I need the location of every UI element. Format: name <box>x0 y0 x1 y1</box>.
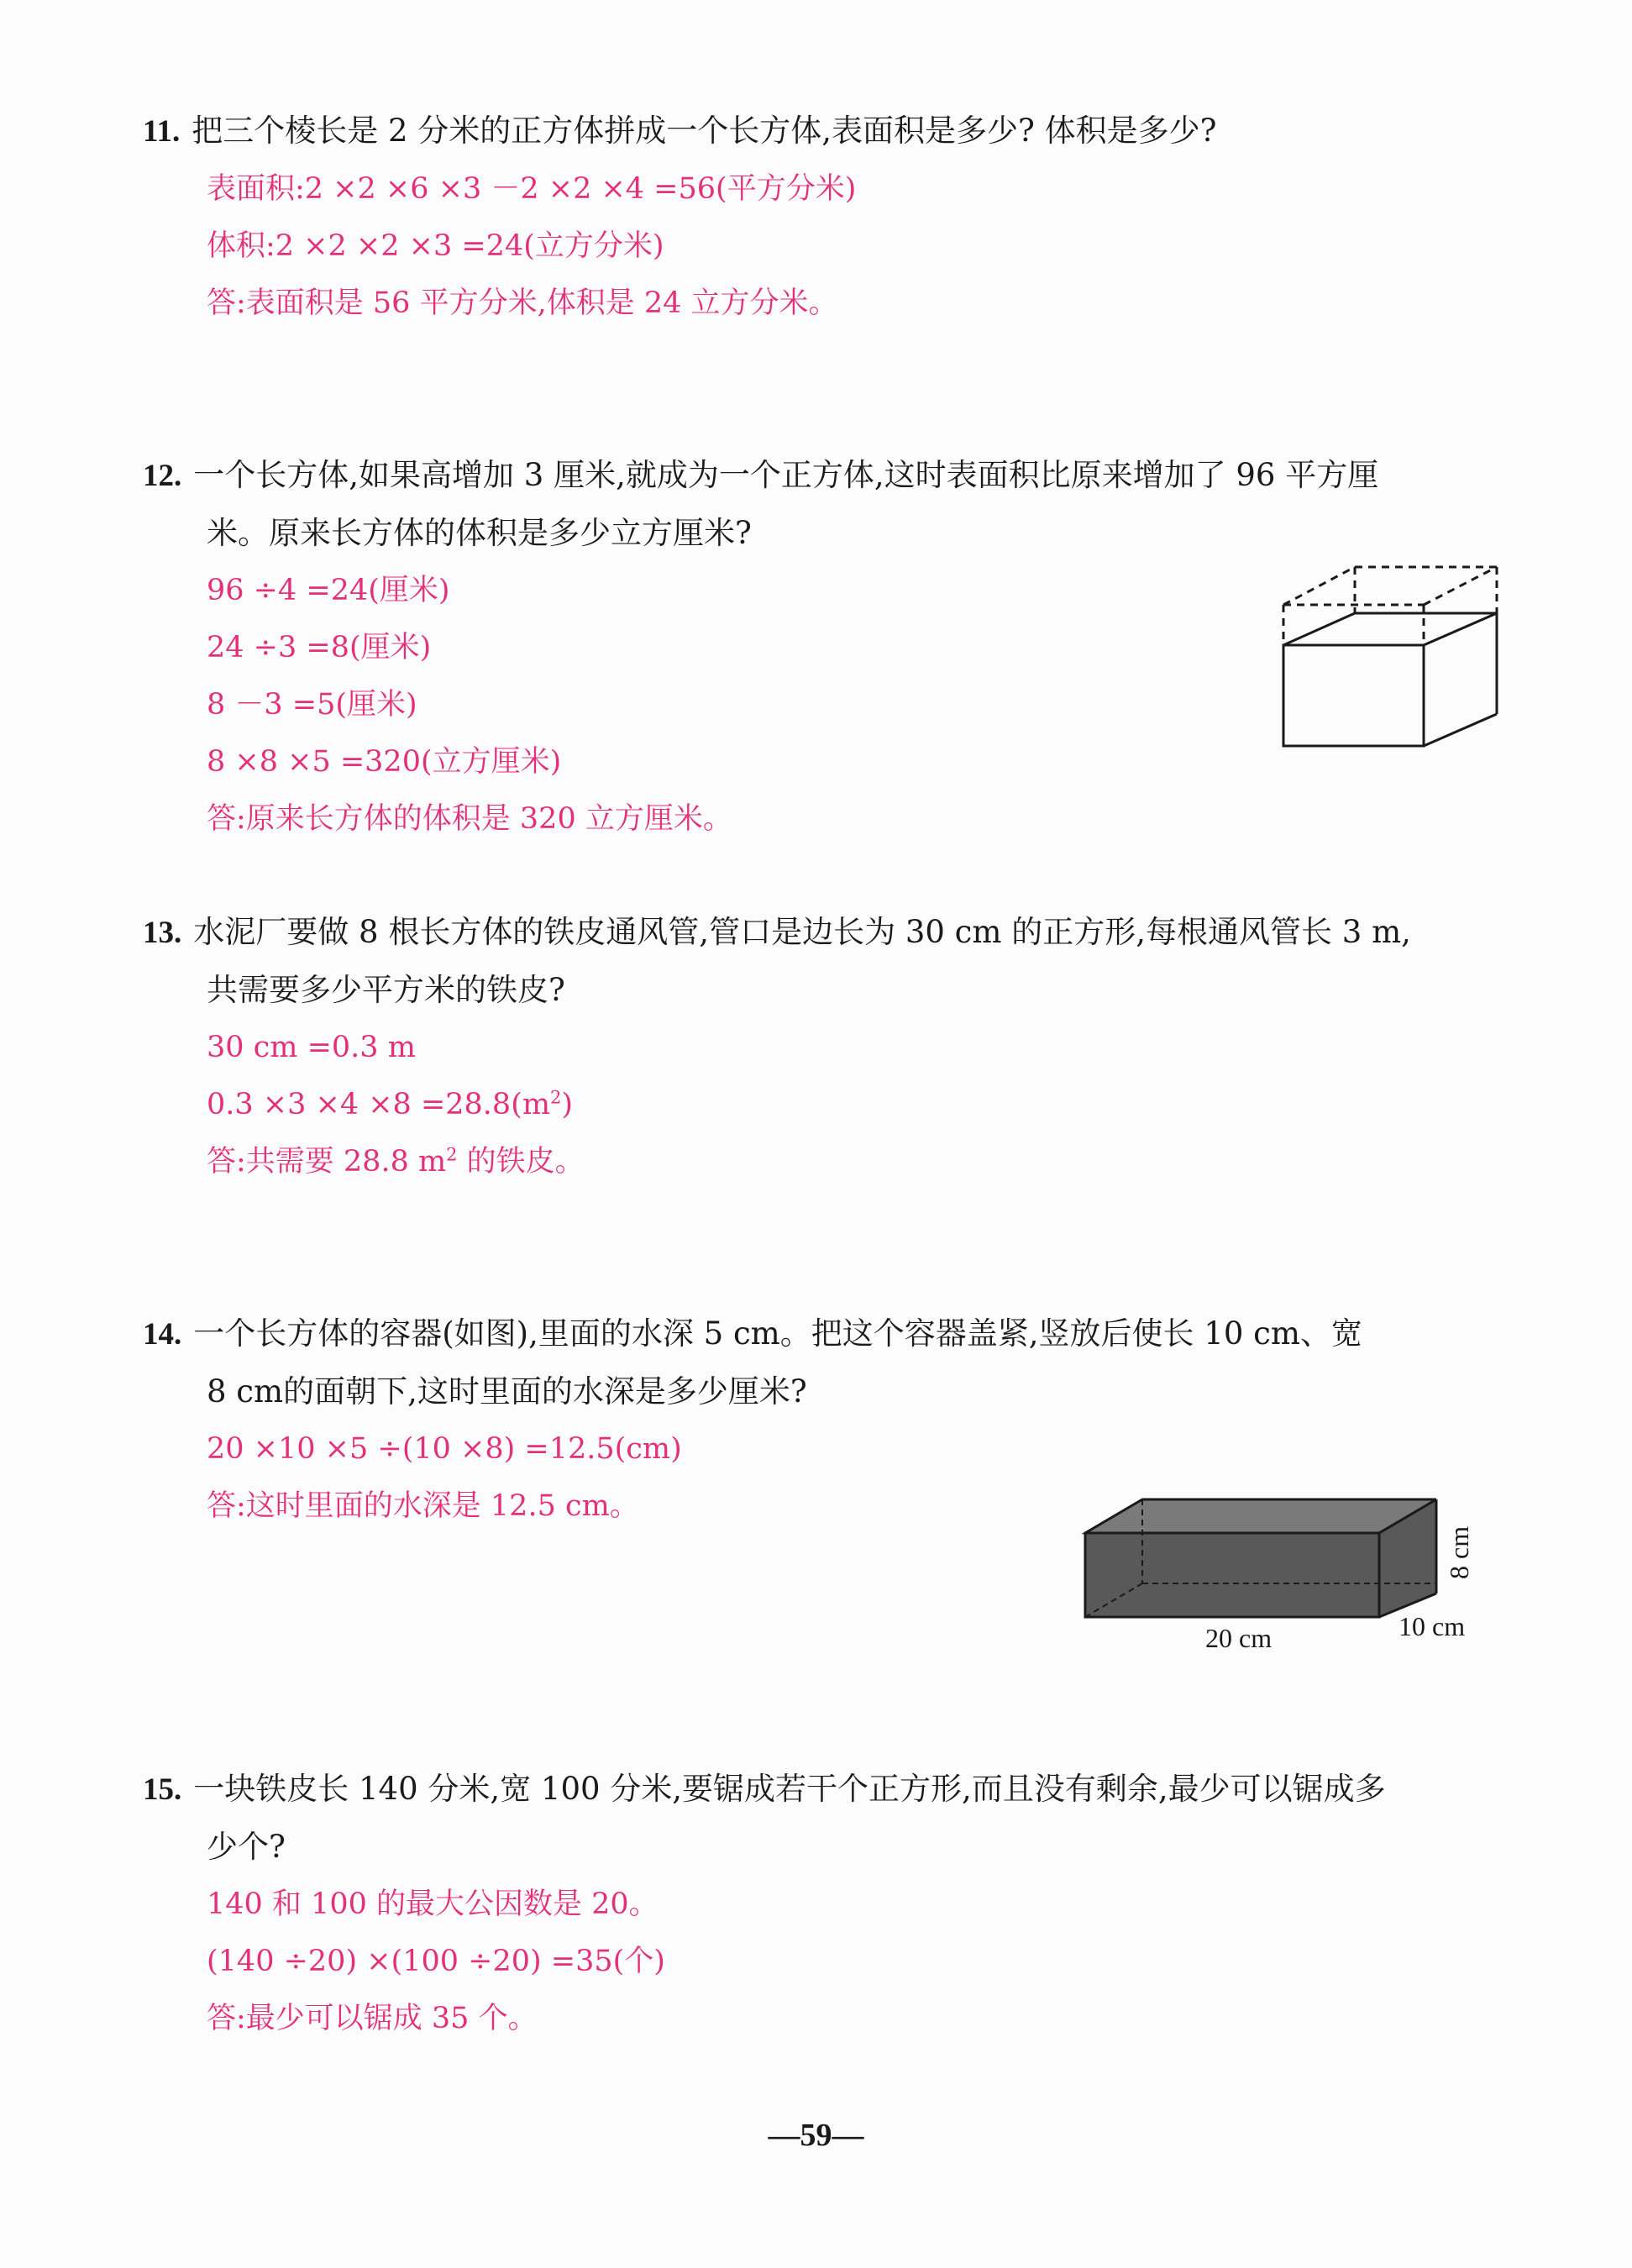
problem-number: 12. <box>143 459 182 493</box>
answer-line: 答:共需要 28.8 $m^2$ 的铁皮。 <box>207 1144 585 1179</box>
water-container-figure <box>1075 1457 1487 1655</box>
question-14 <box>143 1305 1512 1363</box>
problem-13 <box>143 904 1512 1190</box>
question-text: 把三个棱长是 2 分米的正方体拼成一个长方体,表面积是多少? 体积是多少? <box>192 113 1217 149</box>
question-text: 共需要多少平方米的铁皮? <box>207 972 565 1008</box>
superscript: 2 <box>550 1087 562 1108</box>
problem-number: 15. <box>143 1772 182 1807</box>
question-15 <box>143 1761 1512 1819</box>
answer-line: 8 ×8 ×5 =320(立方厘米) <box>207 745 562 779</box>
answer-line: 答:最少可以锯成 35 个。 <box>207 2002 538 2035</box>
answer-line: 答:原来长方体的体积是 320 立方厘米。 <box>207 802 732 836</box>
width-label: 10 cm <box>1398 1611 1466 1641</box>
answer-line: 140 和 100 的最大公因数是 20。 <box>207 1887 659 1921</box>
answer-line: 96 ÷4 =24(厘米) <box>207 574 450 607</box>
superscript: 2 <box>446 1144 458 1165</box>
cuboid-extension-figure <box>1268 563 1512 756</box>
question-13 <box>143 904 1512 962</box>
problem-11 <box>143 102 1512 332</box>
question-text: 一个长方体的容器(如图),里面的水深 5 cm。把这个容器盖紧,竖放后使长 10 cm、宽 <box>193 1315 1362 1352</box>
question-text: 少个? <box>207 1829 286 1865</box>
question-11 <box>143 102 1512 160</box>
answer-line: 答:表面积是 56 平方分米,体积是 24 立方分米。 <box>207 286 838 320</box>
answer-line: $0.3 \times 3 \times 4 \times 8 =28.8(m^2)$ <box>207 1087 574 1121</box>
solid-original-box <box>1283 613 1497 746</box>
answer-line: (140 ÷20) ×(100 ÷20) =35(个) <box>207 1945 665 1978</box>
problem-number: 14. <box>143 1317 182 1352</box>
answer-line: 8 －3 =5(厘米) <box>207 688 417 722</box>
question-text: 8 cm的面朝下,这时里面的水深是多少厘米? <box>207 1373 807 1410</box>
answer-line: 24 ÷3 =8(厘米) <box>207 631 432 664</box>
height-label: 8 cm <box>1444 1525 1474 1579</box>
answer-line: 表面积:2 ×2 ×6 ×3 －2 ×2 ×4 =56(平方分米) <box>207 172 857 206</box>
question-text: 一块铁皮长 140 分米,宽 100 分米,要锯成若干个正方形,而且没有剩余,最少可以锯成多 <box>193 1771 1386 1807</box>
question-12 <box>143 447 1512 505</box>
length-label: 20 cm <box>1205 1623 1273 1653</box>
answer-line: 答:这时里面的水深是 12.5 cm。 <box>207 1489 639 1523</box>
answer-line: 体积:2 ×2 ×2 ×3 =24(立方分米) <box>207 229 664 263</box>
question-text: 水泥厂要做 8 根长方体的铁皮通风管,管口是边长为 30 cm 的正方形,每根通风管长 3 m, <box>193 914 1411 950</box>
problem-15 <box>143 1761 1512 2047</box>
page-number: —59— <box>768 2118 864 2153</box>
dashed-added-part <box>1283 567 1497 645</box>
question-text: 米。原来长方体的体积是多少立方厘米? <box>207 515 752 551</box>
answer-line: 20 ×10 ×5 ÷(10 ×8) =12.5(cm) <box>207 1432 682 1466</box>
problem-number: 13. <box>143 916 182 950</box>
answer-line: 30 cm =0.3 m <box>207 1031 416 1064</box>
question-text: 一个长方体,如果高增加 3 厘米,就成为一个正方体,这时表面积比原来增加了 96 平方厘 <box>193 457 1379 493</box>
problem-number: 11. <box>143 114 181 149</box>
